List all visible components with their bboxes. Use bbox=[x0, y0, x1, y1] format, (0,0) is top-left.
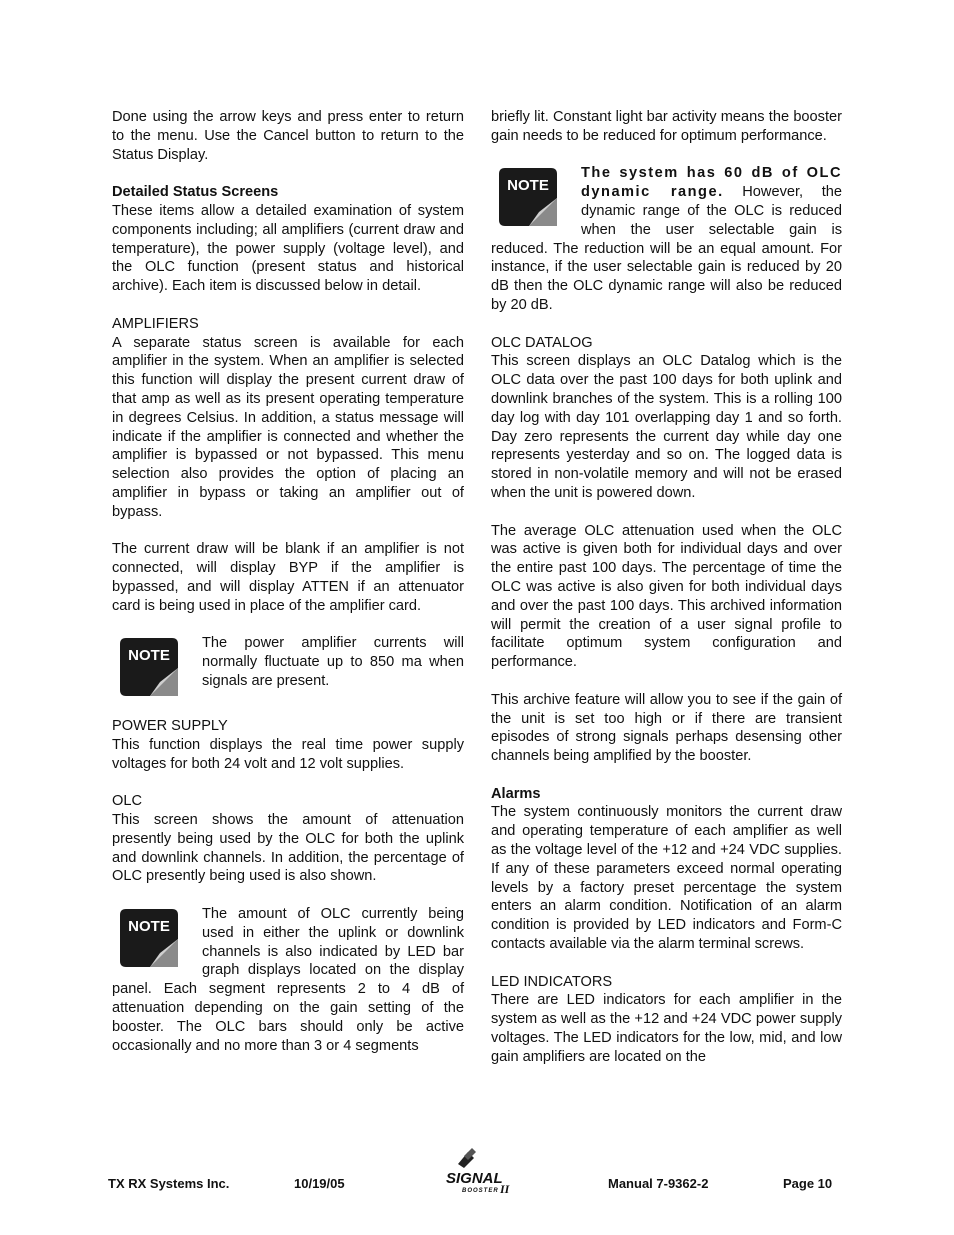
note-bold-lead: The system has 60 dB of OLC dynamic range. bbox=[581, 165, 842, 201]
power-supply-paragraph: This function displays the real time power supply voltages for both 24 volt and 12 volt supplies. bbox=[112, 736, 464, 772]
note-text: However, the dynamic range of the OLC is reduced when the user selectable gain is reduced. The reduction will be an equal amount. For instance, if the user selectable gain is reduced by 20 dB then the OLC dynamic range will also be reduced by 20 dB. bbox=[491, 184, 843, 313]
detailed-status-paragraph: These items allow a detailed examination of system components including; all amplifiers (current draw and temperature), the power supply (voltage level), and the OLC function (present status and historical archive). Each item is discussed below in detail. bbox=[112, 202, 464, 295]
detailed-status-heading: Detailed Status Screens bbox=[112, 184, 279, 201]
led-indicators-paragraph: There are LED indicators for each amplifier in the system as well as the +12 and +24 VDC power supply voltages. The LED indicators for the low, mid, and low gain amplifiers are located on the bbox=[491, 992, 842, 1065]
note-icon-label: NOTE bbox=[128, 918, 170, 936]
alarms-heading: Alarms bbox=[491, 785, 541, 802]
current-draw-paragraph: The current draw will be blank if an amplifier is not connected, will display BYP if the amplifier is bypassed, and will display ATTEN if an attenuator card is being used in place of the amplifier card. bbox=[112, 541, 464, 614]
footer-company: TX RX Systems Inc. bbox=[108, 1176, 230, 1191]
average-olc-paragraph: The average OLC attenuation used when the OLC was active is given both for individual days and over the entire past 100 days. The percentage of time the OLC was active is also given for both individual days and over the past 100 days. This archived information will permit the creation of a user signal profile to facilitate optimum system configuration and performance. bbox=[491, 522, 842, 671]
note-icon bbox=[120, 909, 180, 969]
signal-booster-logo bbox=[444, 1146, 514, 1196]
olc-datalog-heading: OLC DATALOG bbox=[491, 334, 593, 351]
note-icon bbox=[499, 168, 559, 228]
olc-paragraph: This screen shows the amount of attenuation presently being used by the OLC for both the uplink and downlink channels. In addition, the percentage of OLC presently being used is also shown. bbox=[112, 812, 464, 885]
logo-word: SIGNAL bbox=[446, 1170, 503, 1187]
power-supply-heading: POWER SUPPLY bbox=[112, 718, 228, 735]
footer-page-number: Page 10 bbox=[783, 1176, 833, 1191]
left-column bbox=[112, 108, 464, 1074]
note-icon bbox=[120, 638, 180, 698]
led-indicators-heading: LED INDICATORS bbox=[491, 973, 613, 990]
amplifiers-heading: AMPLIFIERS bbox=[112, 315, 199, 332]
olc-heading: OLC bbox=[112, 793, 143, 810]
note-icon-label: NOTE bbox=[507, 177, 549, 195]
logo-numeral: II bbox=[500, 1182, 510, 1196]
note-icon-label: NOTE bbox=[128, 647, 170, 665]
footer-date: 10/19/05 bbox=[294, 1176, 345, 1191]
logo-sub: BOOSTER bbox=[462, 1188, 499, 1194]
footer-manual: Manual 7-9362-2 bbox=[608, 1176, 709, 1191]
continued-paragraph: briefly lit. Constant light bar activity means the booster gain needs to be reduced for optimum performance. bbox=[491, 109, 842, 144]
note-amplifier-currents bbox=[112, 634, 464, 698]
note-text: The amount of OLC currently being used in either the uplink or downlink channels is also indicated by LED bar graph displays located on the display panel. Each segment represents 2 to 4 dB of attenuation depending on the gain setting of the booster. The OLC bars should only be active occasionally and no more than 3 or 4 segments bbox=[112, 906, 464, 1054]
right-column bbox=[491, 108, 842, 1085]
amplifiers-paragraph: A separate status screen is available for each amplifier in the system. When an amplifier is selected this function will display the present current draw of that amp as well as its present operating temperature in degrees Celsius. In addition, a status message will indicate if the amplifier is connected and whether the amplifier is bypassed or not bypassed. This menu selection also provides the option of placing an amplifier in bypass or taking an amplifier out of bypass. bbox=[112, 334, 464, 520]
intro-paragraph: Done using the arrow keys and press enter to return to the menu. Use the Cancel button to return to the Status Display. bbox=[112, 109, 464, 163]
olc-datalog-paragraph: This screen displays an OLC Datalog which is the OLC data over the past 100 days for both uplink and downlink branches of the system. This is a rolling 100 day log with day 101 overlapping day 1 and so forth. Day zero represents the current day while day one represents yesterday and so on. The logged data is stored in non-volatile memory and will not be erased when the unit is powered down. bbox=[491, 353, 842, 501]
alarms-paragraph: The system continuously monitors the current draw and operating temperature of each amplifier as well as the voltage level of the +12 and +24 VDC supplies. If any of these parameters exceed normal operating levels by a factory preset percentage the system enters an alarm condition. Notification of an alarm condition is provided by LED indicators and Form-C contacts available via the alarm terminal screws. bbox=[491, 804, 842, 953]
note-olc-led bbox=[112, 905, 464, 1055]
archive-feature-paragraph: This archive feature will allow you to see if the gain of the unit is set too high or if there are transient episodes of strong signals perhaps desensing other channels being amplified by the booster. bbox=[491, 691, 842, 765]
note-text: The power amplifier currents will normally fluctuate up to 850 ma when signals are present. bbox=[202, 635, 464, 689]
note-olc-dynamic-range bbox=[491, 164, 842, 314]
